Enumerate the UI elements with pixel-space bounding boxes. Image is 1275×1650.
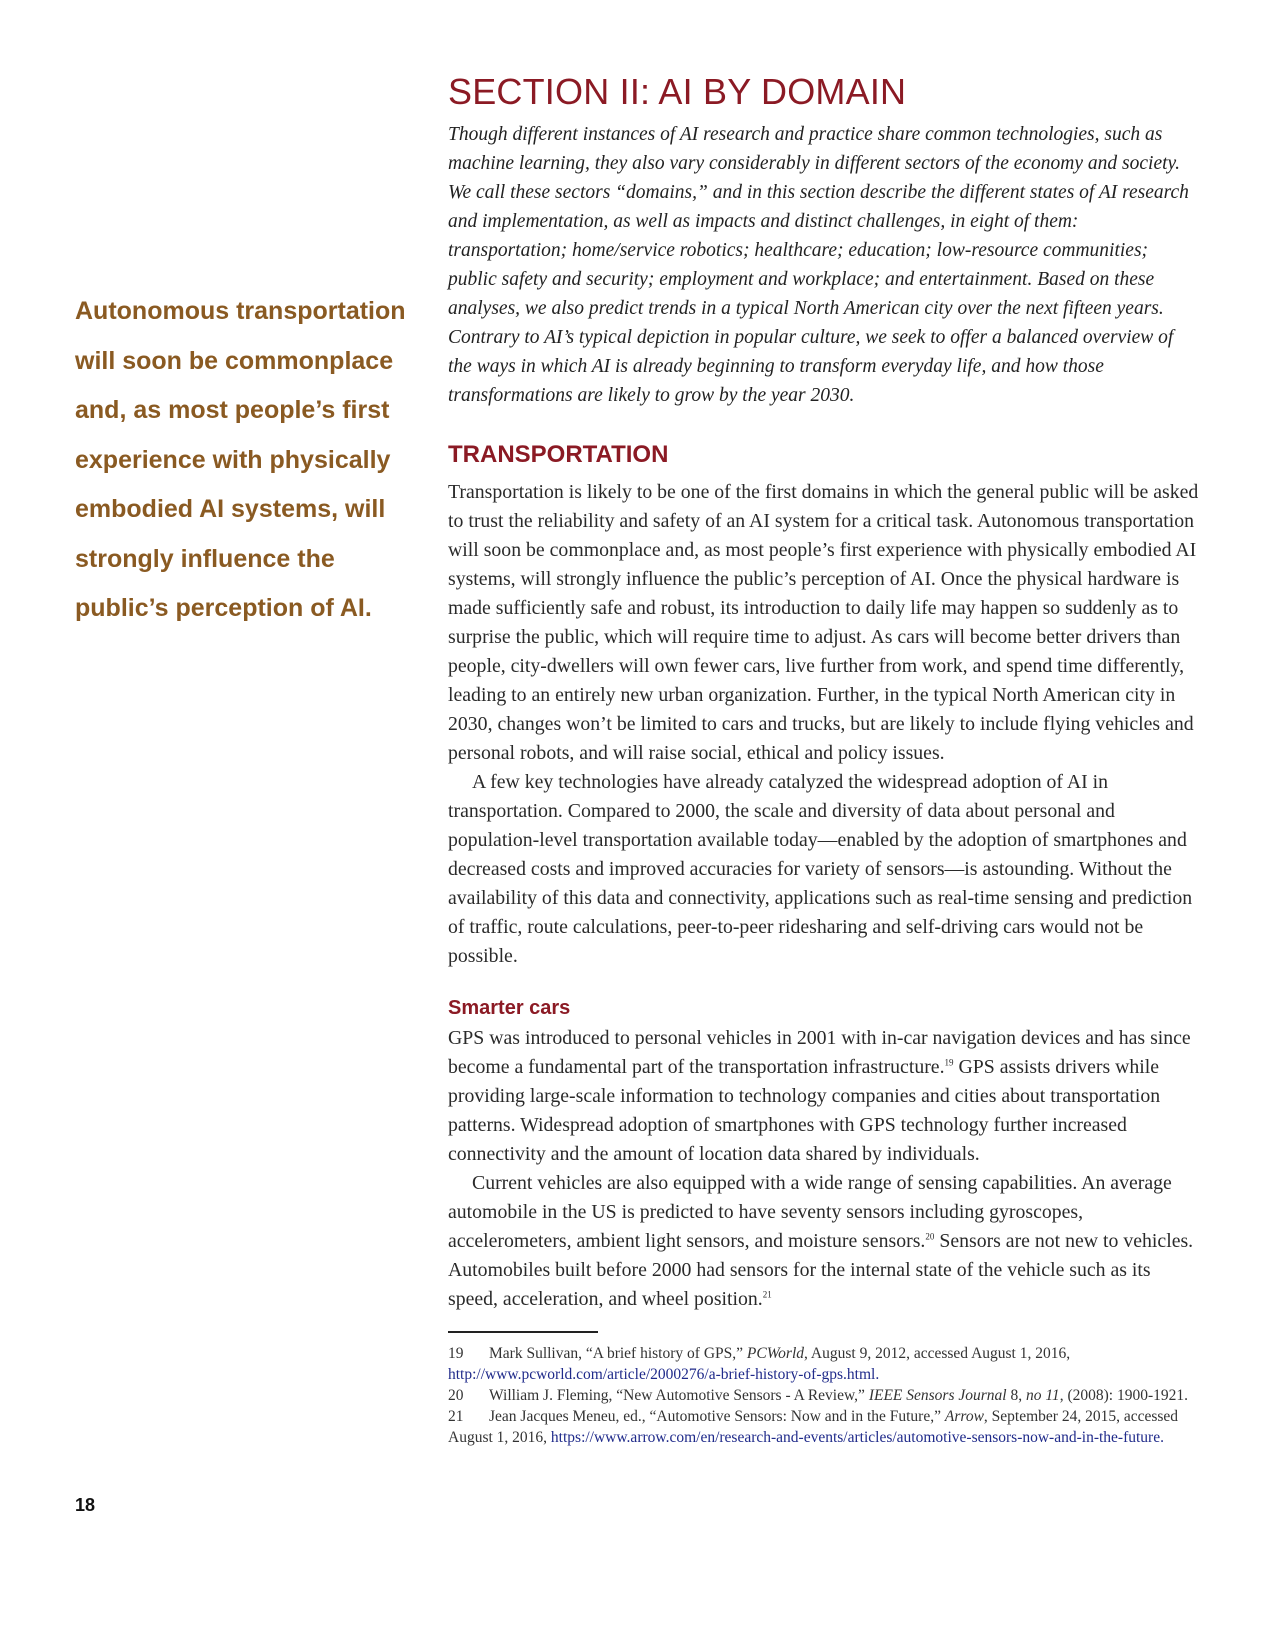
footnote-ref-20[interactable]: 20 [925, 1231, 935, 1242]
footnote-source: IEEE Sensors Journal [868, 1387, 1007, 1404]
paragraph-text: Sensors are not new to vehicles. Automobiles built before 2000 had sensors for the internal state of the vehicle such as its speed, acceleration, and wheel position. [448, 1230, 1194, 1310]
footnote-20 [448, 1385, 1200, 1406]
footnote-19 [448, 1343, 1200, 1385]
footnote-text: , September 24, 2015, accessed August 1, 2016, [448, 1408, 1179, 1446]
footnote-source: no 11 [1025, 1387, 1060, 1404]
main-column [448, 70, 1200, 1448]
footnote-21 [448, 1406, 1200, 1448]
footnote-text: Mark Sullivan, “A brief history of GPS,” [489, 1345, 747, 1362]
footnote-number: 19 [448, 1345, 464, 1362]
footnote-link[interactable]: https://www.arrow.com/en/research-and-events/articles/automotive-sensors-now-and-in-the-future [550, 1429, 1161, 1446]
smarter-cars-paragraph-1 [448, 1024, 1200, 1169]
footnote-text: William J. Fleming, “New Automotive Sensors - A Review,” [489, 1387, 869, 1404]
footnote-source: PCWorld [746, 1345, 805, 1362]
footnote-ref-21[interactable]: 21 [762, 1289, 772, 1300]
footnote-text: 8, [1006, 1387, 1026, 1404]
footnote-source: Arrow [944, 1408, 984, 1425]
pull-quote: Autonomous transportation will soon be commonplace and, as most people’s first experience with physically embodied AI systems, will strongly influence the public’s perception of AI. [75, 297, 406, 622]
footnote-text: , August 9, 2012, accessed August 1, 2016, [804, 1345, 1071, 1362]
transportation-paragraph-1: Transportation is likely to be one of the first domains in which the general public will be asked to trust the reliability and safety of an AI system for a critical task. Autonomous transportation will soon be commonplace and, as most people’s first experience with physically embodied AI systems, will strongly influence the public’s perception of AI. Once the physical hardware is made sufficiently safe and robust, its introduction to daily life may happen so suddenly as to surprise the public, which will require time to adjust. As cars will become better drivers than people, city-dwellers will own fewer cars, live further from work, and spend time differently, leading to an entirely new urban organization. Further, in the typical North American city in 2030, changes won’t be limited to cars and trucks, but are likely to include flying vehicles and personal robots, and will raise social, ethical and policy issues. [448, 481, 1199, 764]
footnote-ref-19[interactable]: 19 [944, 1057, 954, 1068]
footnote-text: , (2008): 1900-1921. [1059, 1387, 1188, 1404]
transportation-heading: TRANSPORTATION [448, 441, 669, 468]
transportation-paragraph-2: A few key technologies have already catalyzed the widespread adoption of AI in transportation. Compared to 2000, the scale and diversity of data about personal and population-level transportation available today—enabled by the adoption of smartphones and decreased costs and improved accuracies for variety of sensors—is astounding. Without the availability of this data and connectivity, applications such as real-time sensing and prediction of traffic, route calculations, peer-to-peer ridesharing and self-driving cars would not be possible. [448, 771, 1193, 967]
page-number: 18 [75, 1495, 96, 1515]
smarter-cars-paragraph-2 [448, 1169, 1200, 1314]
paragraph-text: GPS was introduced to personal vehicles in 2001 with in-car navigation devices and has since become a fundamental part of the transportation infrastructure. [448, 1027, 1191, 1078]
footnote-number: 20 [448, 1387, 464, 1404]
smarter-cars-heading: Smarter cars [448, 997, 571, 1019]
footnote-link[interactable]: http://www.pcworld.com/article/2000276/a-brief-history-of-gps.html [448, 1366, 876, 1383]
paragraph-text: Current vehicles are also equipped with a wide range of sensing capabilities. An average automobile in the US is predicted to have seventy sensors including gyroscopes, accelerometers, ambient light sensors, and moisture sensors. [448, 1172, 1172, 1252]
footnote-link: . [875, 1366, 880, 1383]
footnote-link: . [1160, 1429, 1164, 1446]
section-title: SECTION II: AI BY DOMAIN [448, 71, 907, 112]
footnote-number: 21 [448, 1408, 464, 1425]
footnote-text: Jean Jacques Meneu, ed., “Automotive Sensors: Now and in the Future,” [489, 1408, 945, 1425]
footnote-divider [448, 1331, 598, 1333]
paragraph-text: GPS assists drivers while providing large-scale information to technology companies and cities about transportation patterns. Widespread adoption of smartphones with GPS technology further increased connectivity and the amount of location data shared by individuals. [448, 1056, 1161, 1165]
section-intro: Though different instances of AI research and practice share common technologies, such as machine learning, they also vary considerably in different sectors of the economy and society. We call these sectors “domains,” and in this section describe the different states of AI research and implementation, as well as impacts and distinct challenges, in eight of them: transportation; home/service robotics; healthcare; education; low-resource communities; public safety and security; employment and workplace; and entertainment. Based on these analyses, we also predict trends in a typical North American city over the next fifteen years. Contrary to AI’s typical depiction in popular culture, we seek to offer a balanced overview of the ways in which AI is already beginning to transform everyday life, and how those transformations are likely to grow by the year 2030. [448, 124, 1189, 406]
